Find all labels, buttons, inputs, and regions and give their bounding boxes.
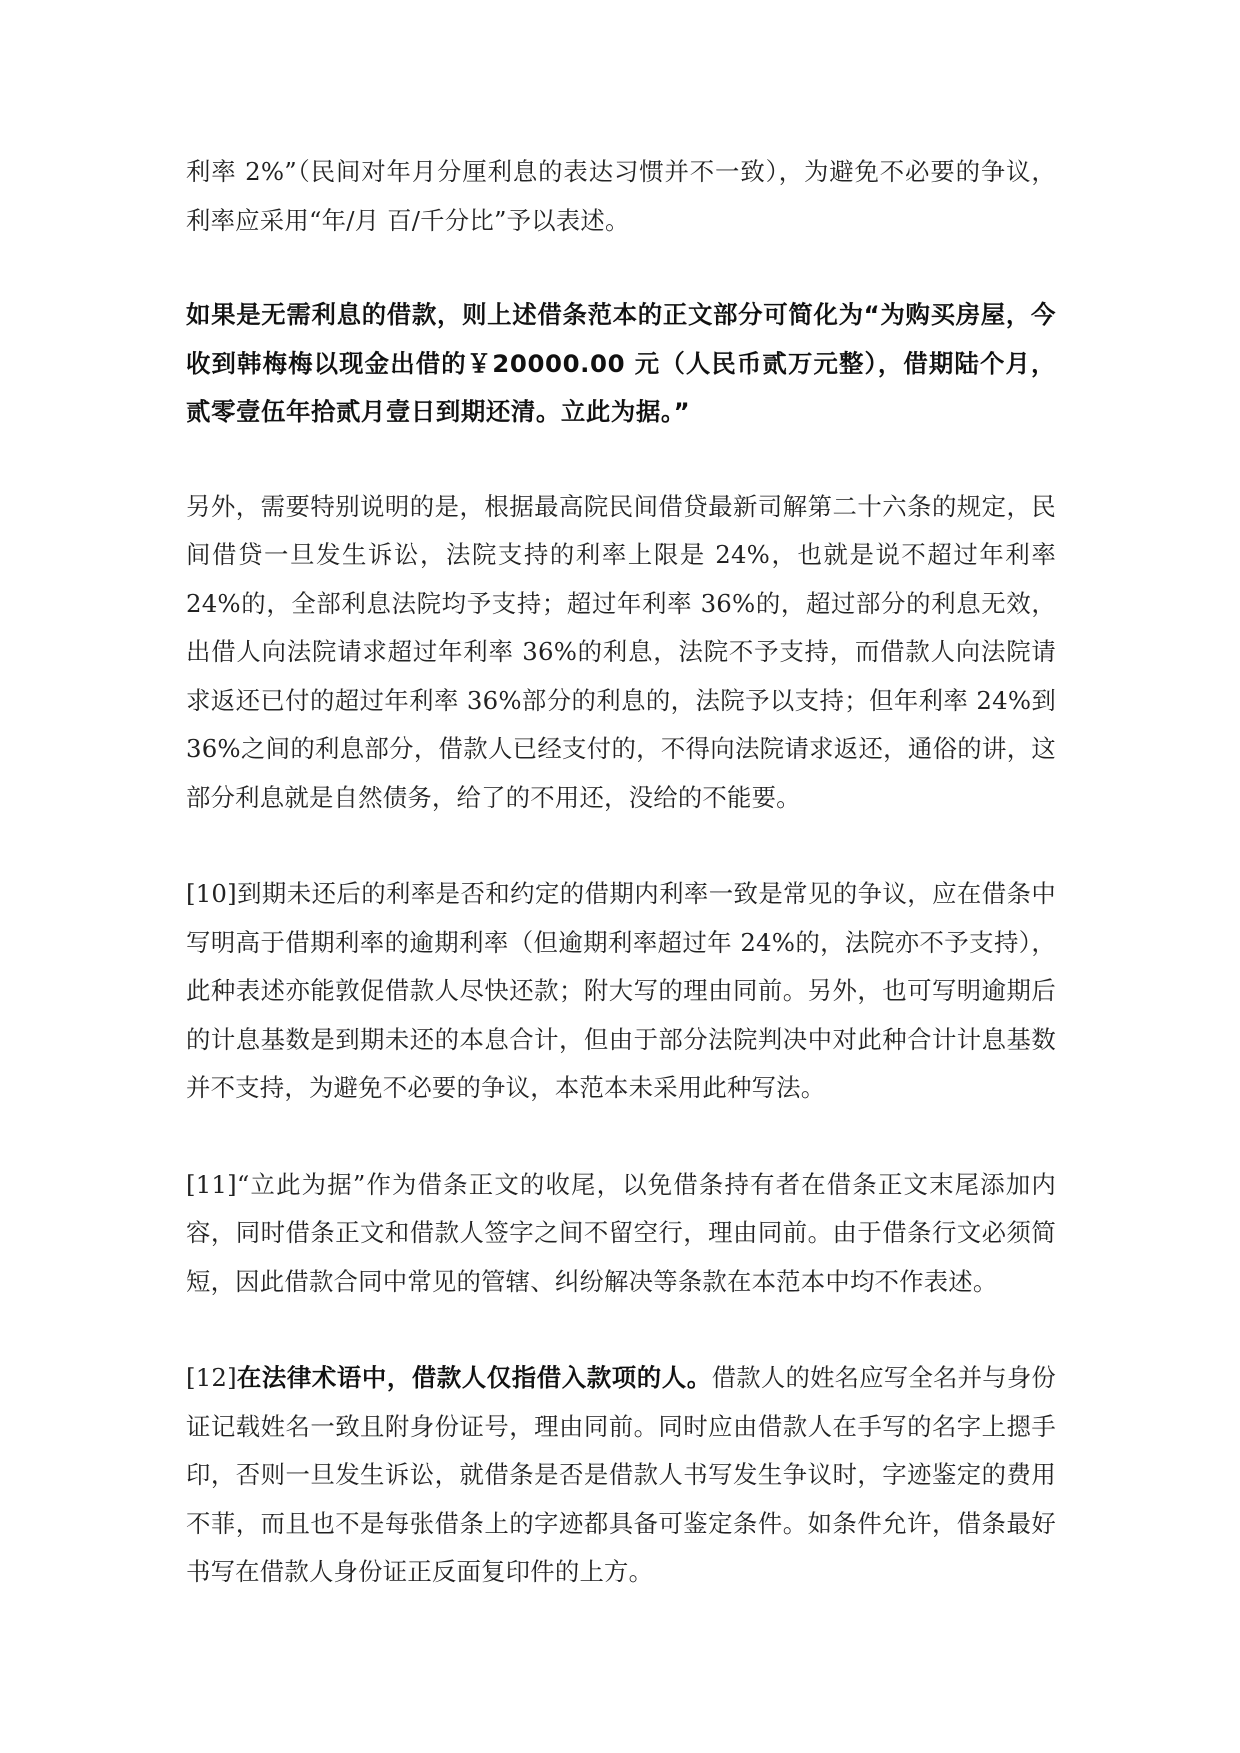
paragraph-interest-rate-expression: 利率 2%”（民间对年月分厘利息的表达习惯并不一致），为避免不必要的争议，利率应采用“年/月 百/千分比”予以表述。 xyxy=(186,157,1056,235)
document-page xyxy=(186,148,1056,1645)
paragraph-interest-cap: 另外，需要特别说明的是，根据最高院民间借贷最新司解第二十六条的规定，民间借贷一旦发生诉讼，法院支持的利率上限是 24%，也就是说不超过年利率 24%的，全部利息法院均予支持；超过年利率 36%的，超过部分的利息无效，出借人向法院请求超过年利率 36%的利息，法院不予支持，而借款人向法院请求返还已付的超过年利率 36%部分的利息的，法院予以支持；但年利率 24%到 36%之间的利息部分，借款人已经支付的，不得向法院请求返还，通俗的讲，这部分利息就是自然债务，给了的不用还，没给的不能要。 xyxy=(186,491,1056,812)
note-12-bold-statement: 在法律术语中，借款人仅指借入款项的人。 xyxy=(236,1363,712,1392)
paragraph-note-10: [10]到期未还后的利率是否和约定的借期内利率一致是常见的争议，应在借条中写明高于借期利率的逾期利率（但逾期利率超过年 24%的，法院亦不予支持），此种表述亦能敦促借款人尽快还款；附大写的理由同前。另外，也可写明逾期后的计息基数是到期未还的本息合计，但由于部分法院判决中对此种合计计息基数并不支持，为避免不必要的争议，本范本未采用此种写法。 xyxy=(186,879,1056,1102)
note-12-marker: [12] xyxy=(186,1363,237,1392)
paragraph-interest-free-loan: 如果是无需利息的借款，则上述借条范本的正文部分可简化为“为购买房屋，今收到韩梅梅以现金出借的￥20000.00 元（人民币贰万元整），借期陆个月，贰零壹伍年拾贰月壹日到期还清。立此为据。” xyxy=(186,300,1056,426)
paragraph-note-11: [11]“立此为据”作为借条正文的收尾，以免借条持有者在借条正文末尾添加内容，同时借条正文和借款人签字之间不留空行，理由同前。由于借条行文必须简短，因此借款合同中常见的管辖、纠纷解决等条款在本范本中均不作表述。 xyxy=(186,1169,1056,1296)
note-12-body: 借款人的姓名应写全名并与身份证记载姓名一致且附身份证号，理由同前。同时应由借款人在手写的名字上摁手印，否则一旦发生诉讼，就借条是否是借款人书写发生争议时，字迹鉴定的费用不菲，而且也不是每张借条上的字迹都具备可鉴定条件。如条件允许，借条最好书写在借款人身份证正反面复印件的上方。 xyxy=(186,1363,1056,1586)
paragraph-note-12 xyxy=(186,1354,1056,1597)
